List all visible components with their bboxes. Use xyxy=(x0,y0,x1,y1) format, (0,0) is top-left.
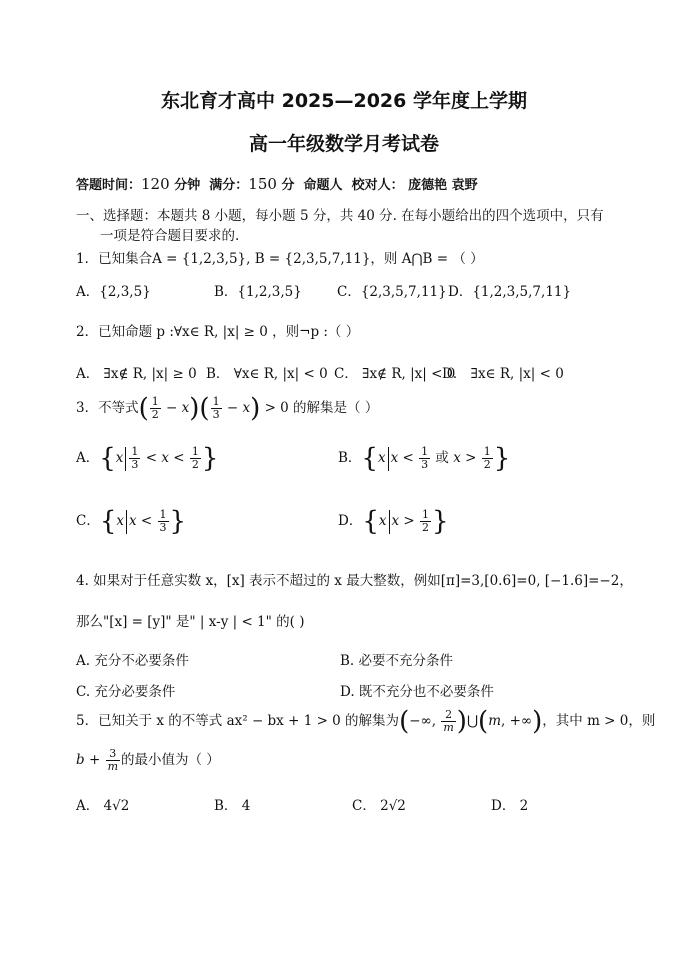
time-value: 120 xyxy=(141,175,170,193)
exam-title-line1: 东北育才高中 2025—2026 学年度上学期 xyxy=(161,90,527,112)
checker-label: 校对人： xyxy=(351,178,404,193)
q5-line2: b + $\frac{3}{m}$ 的最小值为（ ） xyxy=(76,747,220,773)
score-unit: 分 xyxy=(281,178,295,193)
q4-line1: 4. 如果对于任意实数 x，[x] 表示不超过的 x 最大整数，例如[π]=3,[0.6]=0, [−1.6]=−2， xyxy=(76,573,633,589)
q3-stem: 3．不等式( $\frac{1}{2}$ − x)( $\frac{1}{3}$ − x) > 0 的解集是（ ） xyxy=(76,393,379,424)
q3-option-a: A．{x $\frac{1}{3}$ < x < $\frac{1}{2}$ } xyxy=(76,443,219,474)
q3-option-c-label: C． xyxy=(76,513,100,529)
section1-instructions-line2: 一项是符合题目要求的. xyxy=(100,228,240,244)
q4-option-c: C. 充分必要条件 xyxy=(76,684,176,700)
exam-title-line2: 高一年级数学月考试卷 xyxy=(248,133,439,155)
q3-or: 或 xyxy=(435,450,449,466)
q1-option-b: B．{1,2,3,5} xyxy=(214,284,302,300)
q4-option-a: A. 充分不必要条件 xyxy=(76,653,189,669)
q3-option-b-label: B． xyxy=(338,450,362,466)
q5-prefix: 5．已知关于 x 的不等式 ax² − bx + 1 > 0 的解集为 xyxy=(76,713,400,729)
names: 庞德艳 袁野 xyxy=(408,178,478,193)
q3-option-a-label: A． xyxy=(76,450,100,466)
q5-stem: 5．已知关于 x 的不等式 ax² − bx + 1 > 0 的解集为(−∞, $\frac{2}{m}$ )⋃(m, +∞)，其中 m > 0，则 xyxy=(76,706,656,737)
q3-suffix: > 0 的解集是（ ） xyxy=(264,400,379,416)
q5-option-d: D． 2 xyxy=(491,798,529,814)
q5-option-b: B． 4 xyxy=(214,798,251,814)
q4-option-d: D. 既不充分也不必要条件 xyxy=(340,684,494,700)
q3-option-d: D．{x x > $\frac{1}{2}$ } xyxy=(338,506,449,537)
q2-option-b: B． ∀x∈ R, |x| < 0 xyxy=(206,366,328,382)
q5-option-a: A． 4√2 xyxy=(76,798,130,814)
q2-option-d: D． ∃x∈ R, |x| < 0 xyxy=(442,366,564,382)
author-label: 命题人 xyxy=(303,178,343,193)
q2-option-a: A． ∃x∉ R, |x| ≥ 0 xyxy=(76,366,197,382)
q1-option-c: C．{2,3,5,7,11} xyxy=(337,284,447,300)
q3-option-c: C．{x x < $\frac{1}{3}$ } xyxy=(76,506,187,537)
q3-option-b: B．{x x < $\frac{1}{3}$ 或 x > $\frac{1}{2}$ } xyxy=(338,443,511,474)
q3-prefix: 3．不等式 xyxy=(76,400,139,416)
score-label: 满分： xyxy=(209,178,249,193)
q1-option-a: A．{2,3,5} xyxy=(76,284,151,300)
q1-option-d: D．{1,2,3,5,7,11} xyxy=(448,284,572,300)
q1-stem: 1．已知集合A = {1,2,3,5}, B = {2,3,5,7,11}，则 A⋂B = （ ） xyxy=(76,251,484,267)
q4-line2: 那么"[x] = [y]" 是" | x-y | < 1" 的( ) xyxy=(76,614,305,630)
q2-stem: 2．已知命题 p :∀x∈ R, |x| ≥ 0 ，则¬p :（ ） xyxy=(76,324,360,340)
section1-instructions-line1: 一、选择题：本题共 8 小题，每小题 5 分，共 40 分. 在每小题给出的四个选项中，只有 xyxy=(76,208,604,224)
q2-option-c: C． ∃x∉ R, |x| < 0 xyxy=(334,366,456,382)
q5-line2-suffix: 的最小值为（ ） xyxy=(121,752,220,768)
exam-info-line xyxy=(76,174,478,193)
q5-option-c: C． 2√2 xyxy=(352,798,406,814)
q4-option-b: B. 必要不充分条件 xyxy=(340,653,454,669)
q3-option-d-label: D． xyxy=(338,513,363,529)
time-unit: 分钟 xyxy=(174,178,201,193)
score-value: 150 xyxy=(248,175,277,193)
q5-suffix: ，其中 m > 0，则 xyxy=(542,713,656,729)
time-label: 答题时间： xyxy=(76,178,142,193)
